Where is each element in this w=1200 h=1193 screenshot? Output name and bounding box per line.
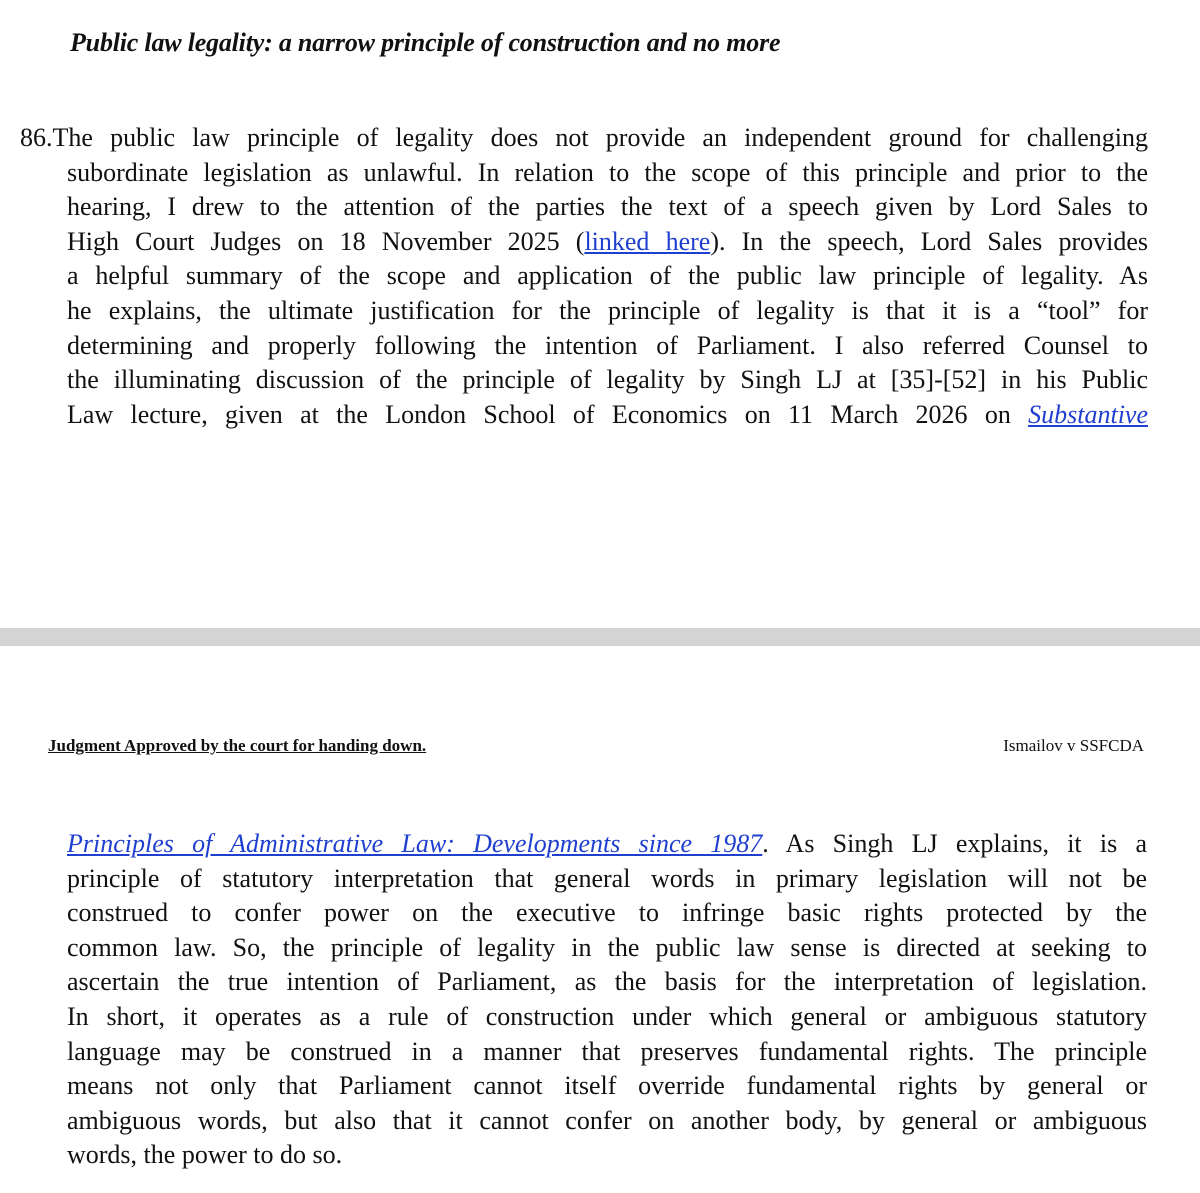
paragraph-line: language may be construed in a manner that preserves fundamental rights. The principle — [67, 1036, 1147, 1066]
linked-here-link[interactable]: linked here — [584, 226, 711, 256]
case-name-header: Ismailov v SSFCDA — [1003, 736, 1144, 755]
substantive-link[interactable]: Substantive — [1028, 399, 1148, 429]
page-separator — [0, 628, 1200, 646]
paragraph-line: ambiguous words, but also that it cannot confer on another body, by general or ambiguous — [67, 1105, 1147, 1135]
judgment-header-left: Judgment Approved by the court for handing down. — [48, 736, 427, 755]
document-page-2 — [0, 646, 1200, 1193]
section-heading: Public law legality: a narrow principle of construction and no more — [70, 28, 781, 57]
paragraph-line: hearing, I drew to the attention of the parties the text of a speech given by Lord Sales to — [67, 192, 1148, 222]
paragraph-line: he explains, the ultimate justification for the principle of legality is that it is a “tool” for — [67, 295, 1148, 325]
paragraph-line: Principles of Administrative Law: Developments since 1987. As Singh LJ explains, it is a — [67, 829, 1147, 858]
paragraph-line: the illuminating discussion of the principle of legality by Singh LJ at [35]-[52] in his Public — [67, 365, 1148, 395]
paragraph-86 — [20, 121, 1148, 432]
paragraph-line: a helpful summary of the scope and application of the public law principle of legality. As — [67, 261, 1148, 291]
paragraph-line: 86.The public law principle of legality does not provide an independent ground for challenging — [20, 123, 1148, 152]
paragraph-line: means not only that Parliament cannot itself override fundamental rights by general or — [67, 1071, 1147, 1101]
paragraph-line: ascertain the true intention of Parliament, as the basis for the interpretation of legislation. — [67, 967, 1147, 997]
paragraph-number: 86. — [20, 123, 53, 152]
paragraph-line: determining and properly following the intention of Parliament. I also referred Counsel to — [67, 330, 1148, 360]
paragraph-86-continued — [67, 827, 1147, 1173]
paragraph-line: High Court Judges on 18 November 2025 (linked here). In the speech, Lord Sales provides — [67, 226, 1148, 256]
paragraph-line: Law lecture, given at the London School of Economics on 11 March 2026 on Substantive — [67, 399, 1148, 429]
paragraph-line: principle of statutory interpretation that general words in primary legislation will not be — [67, 863, 1147, 893]
paragraph-line: In short, it operates as a rule of construction under which general or ambiguous statutory — [67, 1001, 1147, 1031]
paragraph-line: words, the power to do so. — [67, 1140, 343, 1170]
paragraph-line: construed to confer power on the executive to infringe basic rights protected by the — [67, 898, 1147, 928]
paragraph-line: subordinate legislation as unlawful. In relation to the scope of this principle and prior to the — [67, 157, 1148, 187]
principles-admin-law-link[interactable]: Principles of Administrative Law: Developments since 1987 — [67, 829, 763, 858]
paragraph-line: common law. So, the principle of legality in the public law sense is directed at seeking to — [67, 932, 1147, 962]
